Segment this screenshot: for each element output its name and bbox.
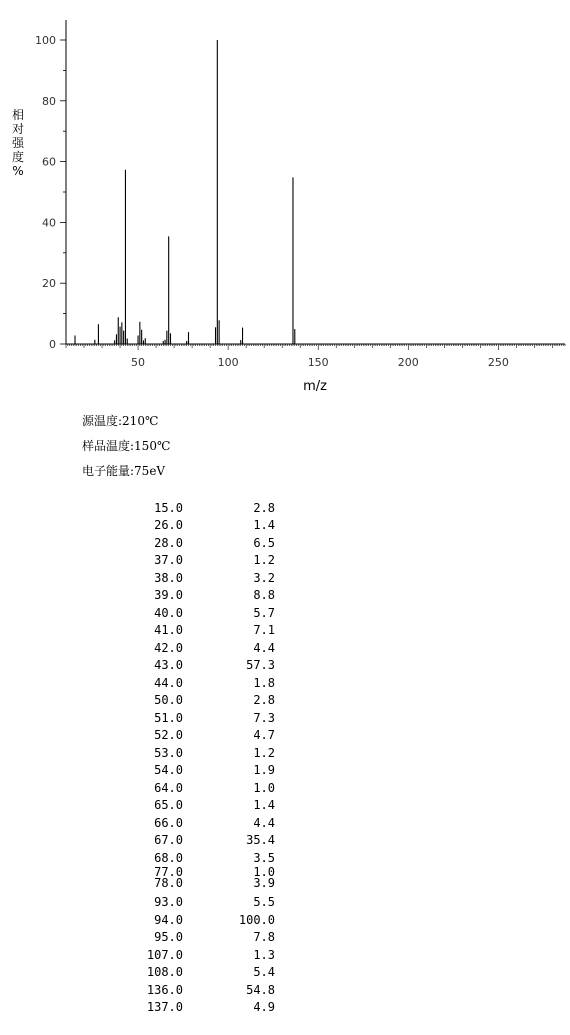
- intensity-value: 54.8: [246, 983, 275, 997]
- mz-value: 77.0: [154, 865, 183, 879]
- y-axis-label: [9, 108, 27, 178]
- y-axis-label-char: 度: [11, 150, 24, 164]
- y-axis-label-char: 对: [11, 122, 24, 136]
- y-axis-label-char: 相: [11, 108, 24, 122]
- table-row: [0, 727, 570, 743]
- table-row: [0, 570, 570, 586]
- table-row: [0, 964, 570, 980]
- table-row: [0, 815, 570, 831]
- y-tick-label: 0: [49, 338, 56, 351]
- table-row: [0, 745, 570, 761]
- electron-energy-value: 75eV: [134, 464, 166, 478]
- table-row: [0, 982, 570, 998]
- table-row: [0, 780, 570, 796]
- x-tick-label: 200: [397, 356, 419, 369]
- intensity-value: 1.8: [253, 676, 275, 690]
- table-row: [0, 762, 570, 778]
- intensity-value: 6.5: [253, 536, 275, 550]
- table-row: [0, 535, 570, 551]
- sample-temperature-label: 样品温度:: [82, 439, 135, 453]
- x-tick-label: 100: [217, 356, 239, 369]
- mz-value: 54.0: [154, 763, 183, 777]
- mz-value: 37.0: [154, 553, 183, 567]
- source-temperature: [82, 412, 158, 429]
- intensity-value: 1.4: [253, 518, 275, 532]
- table-row: [0, 552, 570, 568]
- table-row: [0, 675, 570, 691]
- intensity-value: 5.4: [253, 965, 275, 979]
- mz-value: 28.0: [154, 536, 183, 550]
- mz-value: 66.0: [154, 816, 183, 830]
- table-row: [0, 587, 570, 603]
- intensity-value: 3.2: [253, 571, 275, 585]
- intensity-value: 2.8: [253, 501, 275, 515]
- intensity-value: 100.0: [238, 913, 275, 927]
- intensity-value: 1.2: [253, 746, 275, 760]
- y-axis-label-char: %: [12, 164, 24, 178]
- mz-value: 137.0: [146, 1000, 183, 1014]
- mz-value: 39.0: [154, 588, 183, 602]
- mz-value: 64.0: [154, 781, 183, 795]
- x-tick-label: 250: [487, 356, 509, 369]
- mz-value: 95.0: [154, 930, 183, 944]
- mz-value: 40.0: [154, 606, 183, 620]
- intensity-value: 4.4: [253, 641, 275, 655]
- x-axis-label: m/z: [303, 379, 327, 394]
- intensity-value: 1.0: [253, 865, 275, 879]
- table-row: [0, 797, 570, 813]
- table-row: [0, 894, 570, 910]
- mass-spectrum-chart: [0, 0, 570, 400]
- mz-value: 26.0: [154, 518, 183, 532]
- table-row: [0, 640, 570, 656]
- mz-value: 50.0: [154, 693, 183, 707]
- x-axis-ticks: [66, 344, 565, 369]
- electron-energy: [82, 462, 165, 479]
- mz-value: 94.0: [154, 913, 183, 927]
- intensity-value: 2.8: [253, 693, 275, 707]
- y-tick-label: 40: [42, 216, 56, 230]
- mz-value: 44.0: [154, 676, 183, 690]
- table-row: [0, 692, 570, 708]
- table-row: [0, 929, 570, 945]
- table-row: [0, 517, 570, 533]
- table-row: [0, 622, 570, 638]
- mz-value: 136.0: [146, 983, 183, 997]
- source-temperature-value: 210℃: [122, 414, 159, 428]
- mz-value: 93.0: [154, 895, 183, 909]
- mz-value: 53.0: [154, 746, 183, 760]
- y-tick-label: 100: [35, 34, 56, 47]
- mz-value: 78.0: [154, 876, 183, 890]
- intensity-value: 8.8: [253, 588, 275, 602]
- intensity-value: 4.9: [253, 1000, 275, 1014]
- table-row: [0, 875, 570, 891]
- table-row: [0, 500, 570, 516]
- mz-value: 41.0: [154, 623, 183, 637]
- electron-energy-label: 电子能量:: [82, 464, 135, 478]
- mz-value: 15.0: [154, 501, 183, 515]
- table-row: [0, 912, 570, 928]
- intensity-value: 1.4: [253, 798, 275, 812]
- x-tick-label: 50: [131, 356, 146, 369]
- intensity-value: 7.8: [253, 930, 275, 944]
- intensity-value: 3.5: [253, 851, 275, 865]
- intensity-value: 1.3: [253, 948, 275, 962]
- mz-value: 43.0: [154, 658, 183, 672]
- mz-value: 65.0: [154, 798, 183, 812]
- mz-value: 107.0: [146, 948, 183, 962]
- intensity-value: 4.7: [253, 728, 275, 742]
- intensity-value: 1.2: [253, 553, 275, 567]
- table-row: [0, 832, 570, 848]
- intensity-value: 7.1: [253, 623, 275, 637]
- intensity-value: 1.0: [253, 781, 275, 795]
- table-row: [0, 605, 570, 621]
- mz-value: 38.0: [154, 571, 183, 585]
- intensity-value: 35.4: [246, 833, 275, 847]
- table-row: [0, 710, 570, 726]
- intensity-value: 3.9: [253, 876, 275, 890]
- y-tick-label: 60: [42, 155, 56, 169]
- mz-value: 67.0: [154, 833, 183, 847]
- intensity-value: 5.7: [253, 606, 275, 620]
- intensity-value: 57.3: [246, 658, 275, 672]
- source-temperature-label: 源温度:: [82, 414, 123, 428]
- y-tick-label: 20: [42, 277, 56, 291]
- sample-temperature-value: 150℃: [134, 439, 171, 453]
- mz-value: 68.0: [154, 851, 183, 865]
- table-row: [0, 947, 570, 963]
- table-row: [0, 657, 570, 673]
- intensity-value: 1.9: [253, 763, 275, 777]
- mz-value: 51.0: [154, 711, 183, 725]
- mz-value: 42.0: [154, 641, 183, 655]
- intensity-value: 5.5: [253, 895, 275, 909]
- y-tick-label: 80: [42, 94, 56, 108]
- y-axis-ticks: [35, 34, 66, 351]
- y-axis-label-char: 强: [11, 136, 24, 150]
- intensity-value: 7.3: [253, 711, 275, 725]
- intensity-value: 4.4: [253, 816, 275, 830]
- peak-bars: [75, 40, 295, 344]
- table-row: [0, 999, 570, 1015]
- mz-value: 52.0: [154, 728, 183, 742]
- x-tick-label: 150: [307, 356, 329, 369]
- sample-temperature: [82, 437, 170, 454]
- mz-value: 108.0: [146, 965, 183, 979]
- chart-axes: [66, 20, 565, 344]
